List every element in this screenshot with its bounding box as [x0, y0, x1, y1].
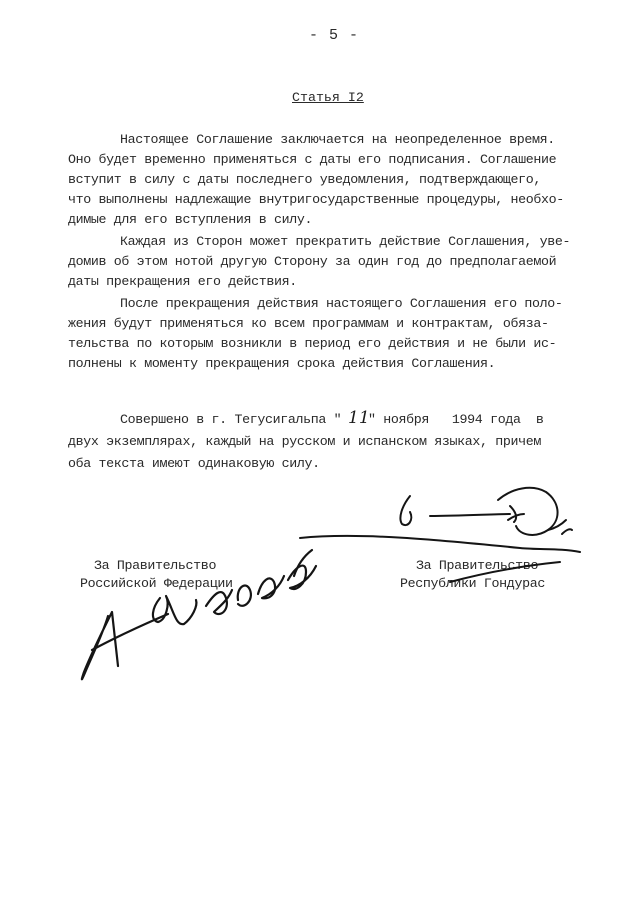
closing-line: оба текста имеют одинаковую силу. [68, 456, 320, 471]
paragraph-line: вступит в силу с даты последнего уведомления, подтверждающего, [68, 172, 542, 187]
closing-line: двух экземплярах, каждый на русском и испанском языках, причем [68, 434, 542, 449]
article-heading: Статья I2 [292, 90, 364, 105]
paragraph-line: Каждая из Сторон может прекратить действие Соглашения, уве- [120, 234, 571, 249]
paragraph-line: полнены к моменту прекращения срока действия Соглашения. [68, 356, 496, 371]
paragraph-line: Оно будет временно применяться с даты его подписания. Соглашение [68, 152, 557, 167]
paragraph-line: димые для его вступления в силу. [68, 212, 313, 227]
closing-line-start: Совершено в г. Тегусигальпа " [120, 412, 342, 427]
paragraph-line: домив об этом нотой другую Сторону за один год до предполагаемой [68, 254, 557, 269]
right-signatory-line1: За Правительство [416, 558, 539, 573]
paragraph-line: даты прекращения его действия. [68, 274, 297, 289]
right-signature [300, 488, 580, 582]
paragraph-line: жения будут применяться ко всем программам и контрактам, обяза- [68, 316, 549, 331]
left-signatory-line2: Российской Федерации [80, 576, 233, 591]
left-signatory-line1: За Правительство [94, 558, 217, 573]
closing-line-end: " ноября 1994 года в [368, 412, 544, 427]
right-signatory-line2: Республики Гондурас [400, 576, 545, 591]
handwritten-day: 11 [348, 408, 370, 428]
paragraph-line: тельства по которым возникли в период его действия и не были ис- [68, 336, 557, 351]
paragraph-line: После прекращения действия настоящего Соглашения его поло- [120, 296, 563, 311]
paragraph-line: Настоящее Соглашение заключается на неопределенное время. [120, 132, 555, 147]
paragraph-line: что выполнены надлежащие внутригосударственные процедуры, необхо- [68, 192, 564, 207]
left-signature [82, 550, 316, 679]
page-number: - 5 - [309, 27, 360, 44]
